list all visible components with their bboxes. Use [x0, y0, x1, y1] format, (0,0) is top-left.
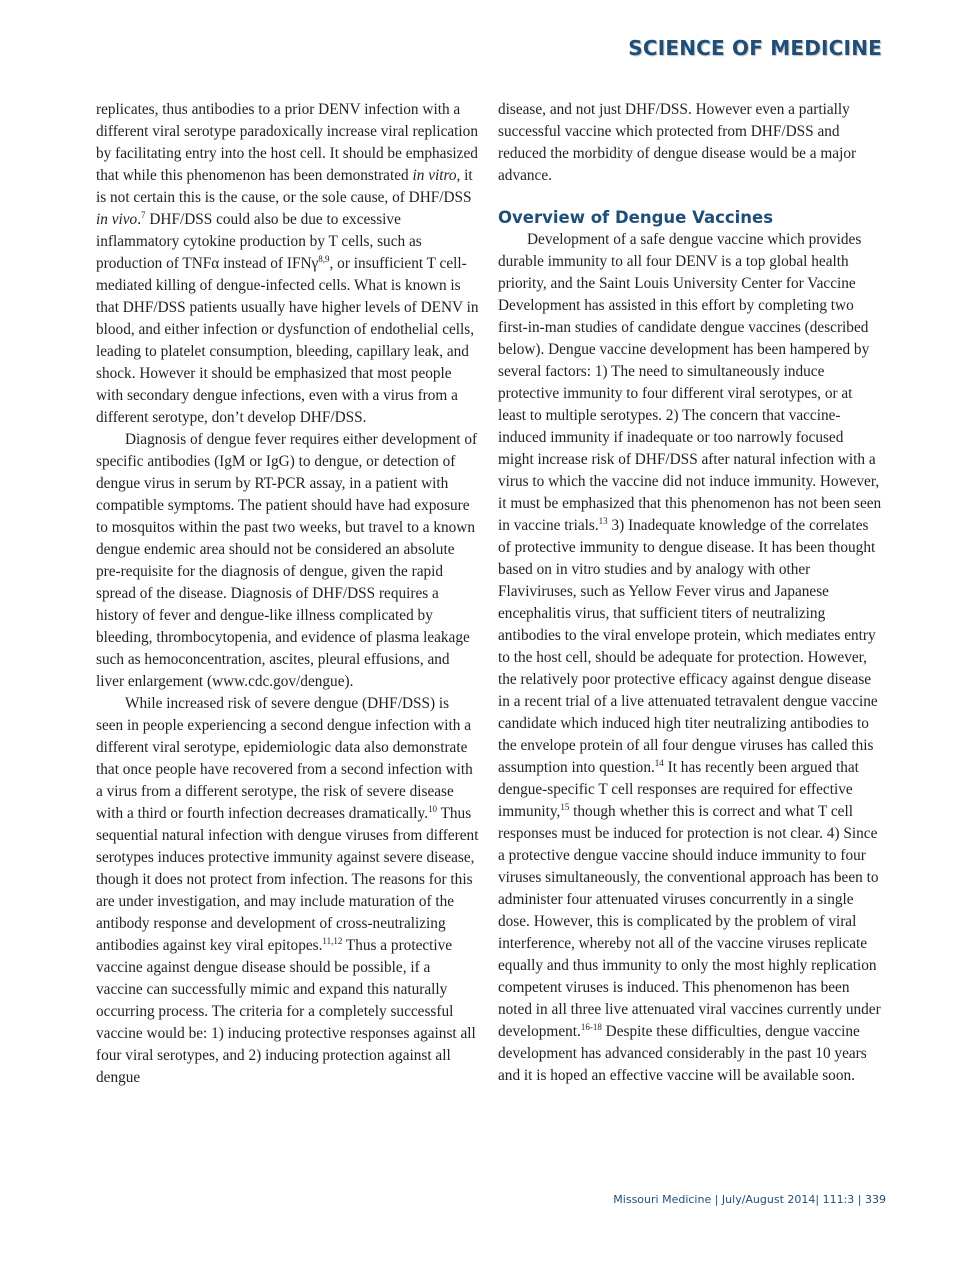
left-paragraph-3: While increased risk of severe dengue (DHF/DSS) is seen in people experiencing a second dengue infection with a different viral serotype, epidemiologic data also demonstrate that once people have recovered from a second infection with a virus from a different serotype, the risk of severe disease with a third or fourth infection decreases dramatically.$^{10}$ Thus sequential natural infection with dengue viruses from different serotypes induces protective immunity against severe disease, though it does not protect from infection. The reasons for this are under investigation, and may include maturation of the antibody response and development of cross-neutralizing antibodies against key viral epitopes.$^{11,12}$ Thus a protective vaccine against dengue disease should be possible, if a vaccine can successfully mimic and expand this naturally occurring process. The criteria for a completely successful vaccine would be: 1) inducing protective responses against all four viral serotypes, and 2) inducing protection against all dengue — [96, 695, 479, 1086]
right-paragraph-1: Development of a safe dengue vaccine which provides durable immunity to all four DENV is a top global health priority, and the Saint Louis University Center for Vaccine Development has assisted in this effort by completing two first-in-man studies of candidate dengue vaccines (described below). Dengue vaccine development has been hampered by several factors: 1) The need to simultaneously induce protective immunity to four different viral serotypes, or at least to multiple serotypes. 2) The concern that vaccine-induced immunity if inadequate or too narrowly focused might increase risk of DHF/DSS after natural infection with a virus to which the vaccine did not induce immunity. However, it must be emphasized that this phenomenon has not been seen in vaccine trials.$^{13}$ 3) Inadequate knowledge of the correlates of protective immunity to dengue disease. It has been thought based on in vitro studies and by analogy with other Flaviviruses, such as Yellow Fever virus and Japanese encephalitis virus, that sufficient titers of neutralizing antibodies to the viral envelope protein, which mediates entry to the host cell, should be adequate for protection. However, the relatively poor protective efficacy against dengue disease in a recent trial of a live attenuated tetravalent dengue vaccine candidate which induced high titer neutralizing antibodies to the envelope protein of all four dengue viruses has called this assumption into question.$^{14}$ It has recently been argued that dengue-specific T cell responses are required for effective immunity,$^{15}$ though whether this is correct and what T cell responses must be induced for protection is not clear. 4) Since a protective dengue vaccine should induce immunity to four viruses simultaneously, the conventional approach has been to administer four attenuated viruses concurrently in a single dose. However, this is complicated by the problem of viral interference, whereby not all of the vaccine viruses replicate equally and thus immunity to only the most highly replication competent viruses is induced. This phenomenon has been noted in all three live attenuated viral vaccines currently under development.$^{16-18}$ Despite these difficulties, dengue vaccine development has advanced considerably in the past 10 years and it is hoped an effective vaccine will be available soon. — [498, 231, 882, 1084]
left-column — [96, 99, 480, 1089]
reference-16-18: 16-18 — [580, 1022, 602, 1032]
reference-8-9: 8,9 — [318, 254, 330, 264]
left-paragraph-2: Diagnosis of dengue fever requires either development of specific antibodies (IgM or IgG) to dengue, or detection of dengue virus in serum by RT-PCR assay, in a patient with compatible symptoms. The patient should have had exposure to mosquitos within the past two weeks, but travel to a known dengue endemic area should not be considered an absolute pre-requisite for the diagnosis of dengue, given the rapid spread of the disease. Diagnosis of DHF/DSS requires a history of fever and dengue-like illness complicated by bleeding, thrombocytopenia, and evidence of plasma leakage such as hemoconcentration, ascites, pleural effusions, and liver enlargement (www.cdc.gov/dengue). — [96, 431, 478, 690]
reference-10: 10 — [428, 804, 438, 814]
reference-14: 14 — [654, 758, 664, 768]
reference-11-12: 11,12 — [322, 936, 343, 946]
emphasis-in-vitro: in vitro — [412, 167, 457, 184]
reference-7: 7 — [141, 210, 146, 220]
right-column — [498, 99, 882, 1087]
reference-13: 13 — [598, 516, 608, 526]
right-paragraph-0: disease, and not just DHF/DSS. However even a partially successful vaccine which protected from DHF/DSS and reduced the morbidity of dengue disease would be a major advance. — [498, 101, 857, 184]
emphasis-in-vivo: in vivo — [96, 211, 138, 228]
reference-15: 15 — [560, 802, 570, 812]
section-heading-overview: Overview of Dengue Vaccines — [498, 208, 774, 227]
section-header: SCIENCE OF MEDICINE — [628, 36, 882, 60]
left-paragraph-1: replicates, thus antibodies to a prior DENV infection with a different viral serotype paradoxically increase viral replication by facilitating entry into the host cell. It should be emphasized that while this phenomenon has been demonstrated in vitro, it is not certain this is the cause, or the sole cause, of DHF/DSS in vivo.$^7$ DHF/DSS could also be due to excessive inflammatory cytokine production by T cells, such as production of TNFα instead of IFNγ$^{8,9}$, or insufficient T cell-mediated killing of dengue-infected cells. What is known is that DHF/DSS patients usually have higher levels of DENV in blood, and either infection or dysfunction of endothelial cells, leading to platelet consumption, bleeding, capillary leak, and shock. However it should be emphasized that most people with secondary dengue infections, even with a virus from a different serotype, don’t develop DHF/DSS. — [96, 101, 479, 426]
page-footer: Missouri Medicine | July/August 2014| 111:3 | 339 — [613, 1193, 886, 1206]
